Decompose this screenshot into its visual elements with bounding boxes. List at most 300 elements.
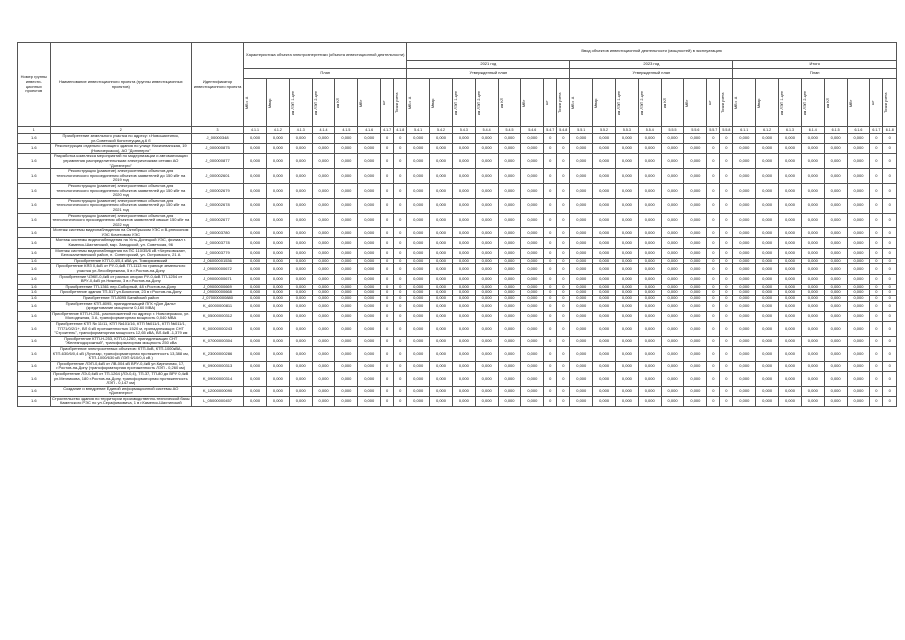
value-cell: 0,000 bbox=[593, 154, 616, 169]
value-cell: 0 bbox=[720, 198, 733, 213]
project-id-cell: J_09000000668 bbox=[191, 290, 243, 296]
value-cell: 0,000 bbox=[570, 361, 593, 371]
value-cell: 0 bbox=[883, 198, 897, 213]
investment-table bbox=[17, 42, 897, 407]
value-cell: 0,000 bbox=[335, 264, 358, 274]
value-cell: 0,000 bbox=[266, 134, 289, 144]
value-cell: 0 bbox=[557, 301, 570, 311]
value-cell: 0,000 bbox=[570, 144, 593, 154]
value-cell: 0,000 bbox=[407, 274, 430, 284]
value-cell: 0,000 bbox=[593, 371, 616, 386]
value-cell: 0 bbox=[381, 274, 394, 284]
column-number: 4.1.1 bbox=[244, 127, 267, 134]
value-cell: 0,000 bbox=[312, 169, 335, 184]
value-cell: 0,000 bbox=[358, 284, 381, 290]
unit-label: км КЛ bbox=[499, 97, 504, 108]
value-cell: 0 bbox=[544, 290, 557, 296]
value-cell: 0,000 bbox=[244, 321, 267, 336]
group-cell: 1.6 bbox=[18, 311, 51, 321]
project-name-cell: Приобретение КТП-Н-253, КТП-0,1260, принадлежащих СНТ "Железнодорожный", трансформаторная мощность 250 кВа bbox=[50, 336, 191, 346]
value-cell: 0 bbox=[870, 274, 883, 284]
value-cell: 0,000 bbox=[266, 144, 289, 154]
value-cell: 0,000 bbox=[289, 296, 312, 302]
value-cell: 0,000 bbox=[615, 386, 638, 396]
value-cell: 0,000 bbox=[801, 144, 824, 154]
value-cell: 0,000 bbox=[475, 290, 498, 296]
value-cell: 0,000 bbox=[266, 296, 289, 302]
value-cell: 0,000 bbox=[312, 198, 335, 213]
value-cell: 0 bbox=[707, 258, 720, 264]
value-cell: 0,000 bbox=[244, 264, 267, 274]
project-id-cell: J_070000000880 bbox=[191, 296, 243, 302]
value-cell: 0,000 bbox=[615, 198, 638, 213]
value-cell: 0,000 bbox=[244, 238, 267, 248]
value-cell: 0 bbox=[707, 144, 720, 154]
value-cell: 0,000 bbox=[430, 228, 453, 238]
value-cell: 0 bbox=[394, 361, 407, 371]
value-cell: 0 bbox=[557, 290, 570, 296]
unit-header bbox=[638, 79, 661, 127]
value-cell: 0 bbox=[557, 198, 570, 213]
value-cell: 0,000 bbox=[335, 386, 358, 396]
value-cell: 0,000 bbox=[824, 264, 847, 274]
column-number: 4.1.7 bbox=[381, 127, 394, 134]
value-cell: 0,000 bbox=[756, 228, 779, 238]
value-cell: 0 bbox=[883, 144, 897, 154]
value-cell: 0 bbox=[394, 198, 407, 213]
value-cell: 0,000 bbox=[733, 154, 756, 169]
project-name-cell: Приобретение ЧЭКЕ-0,4кВ от разных опорах РУ-0,4кВ ТП-1254 от ВРУ-0,4кВ ул.Нижняя, 3 в г.Ростов-на-Дону bbox=[50, 274, 191, 284]
value-cell: 0,000 bbox=[824, 290, 847, 296]
value-cell: 0 bbox=[381, 169, 394, 184]
header-total: Итого bbox=[733, 61, 897, 69]
value-cell: 0,000 bbox=[570, 386, 593, 396]
value-cell: 0,000 bbox=[684, 228, 707, 238]
value-cell: 0 bbox=[720, 371, 733, 386]
value-cell: 0,000 bbox=[358, 169, 381, 184]
value-cell: 0 bbox=[544, 213, 557, 228]
value-cell: 0 bbox=[381, 371, 394, 386]
value-cell: 0,000 bbox=[244, 258, 267, 264]
project-id-cell: K_40000000811 bbox=[191, 301, 243, 311]
column-number: 4.1.5 bbox=[335, 127, 358, 134]
project-id-cell: K_09000000313 bbox=[191, 361, 243, 371]
value-cell: 0,000 bbox=[847, 371, 870, 386]
value-cell: 0 bbox=[707, 371, 720, 386]
value-cell: 0 bbox=[870, 169, 883, 184]
project-name-cell: Приобретение ТП-8095 Батайский район bbox=[50, 296, 191, 302]
value-cell: 0,000 bbox=[289, 154, 312, 169]
value-cell: 0,000 bbox=[779, 258, 802, 264]
value-cell: 0,000 bbox=[661, 396, 684, 406]
value-cell: 0,000 bbox=[335, 396, 358, 406]
column-number: 6.1.6 bbox=[847, 127, 870, 134]
value-cell: 0,000 bbox=[779, 371, 802, 386]
value-cell: 0,000 bbox=[733, 311, 756, 321]
project-id-cell: J_000003778 bbox=[191, 238, 243, 248]
value-cell: 0 bbox=[544, 284, 557, 290]
value-cell: 0,000 bbox=[430, 169, 453, 184]
table-row bbox=[18, 169, 897, 184]
value-cell: 0 bbox=[707, 248, 720, 258]
value-cell: 0,000 bbox=[684, 238, 707, 248]
value-cell: 0,000 bbox=[684, 183, 707, 198]
value-cell: 0,000 bbox=[430, 290, 453, 296]
value-cell: 0,000 bbox=[521, 169, 544, 184]
value-cell: 0 bbox=[557, 396, 570, 406]
value-cell: 0 bbox=[544, 301, 557, 311]
table-row bbox=[18, 198, 897, 213]
value-cell: 0,000 bbox=[684, 248, 707, 258]
value-cell: 0 bbox=[544, 248, 557, 258]
value-cell: 0,000 bbox=[638, 361, 661, 371]
value-cell: 0,000 bbox=[266, 371, 289, 386]
value-cell: 0 bbox=[883, 274, 897, 284]
value-cell: 0,000 bbox=[430, 264, 453, 274]
value-cell: 0,000 bbox=[289, 371, 312, 386]
value-cell: 0,000 bbox=[661, 248, 684, 258]
value-cell: 0 bbox=[381, 228, 394, 238]
unit-label: Мвар bbox=[594, 97, 599, 108]
value-cell: 0 bbox=[870, 301, 883, 311]
value-cell: 0,000 bbox=[756, 248, 779, 258]
value-cell: 0,000 bbox=[266, 154, 289, 169]
value-cell: 0,000 bbox=[335, 321, 358, 336]
value-cell: 0,000 bbox=[661, 238, 684, 248]
value-cell: 0,000 bbox=[847, 284, 870, 290]
value-cell: 0,000 bbox=[684, 258, 707, 264]
value-cell: 0,000 bbox=[312, 248, 335, 258]
project-name-cell: Создание и внедрение Единой информационной системы АО «Донэнерго» bbox=[50, 386, 191, 396]
value-cell: 0,000 bbox=[335, 198, 358, 213]
value-cell: 0,000 bbox=[801, 264, 824, 274]
value-cell: 0,000 bbox=[335, 144, 358, 154]
value-cell: 0 bbox=[707, 274, 720, 284]
value-cell: 0,000 bbox=[312, 396, 335, 406]
group-cell: 1.6 bbox=[18, 301, 51, 311]
value-cell: 0 bbox=[557, 284, 570, 290]
header-year-2021: 2021 год bbox=[407, 61, 570, 69]
value-cell: 0,000 bbox=[312, 284, 335, 290]
value-cell: 0 bbox=[394, 386, 407, 396]
value-cell: 0,000 bbox=[452, 290, 475, 296]
unit-header bbox=[452, 79, 475, 127]
value-cell: 0 bbox=[870, 284, 883, 290]
value-cell: 0 bbox=[883, 284, 897, 290]
unit-label: км ЛЭП 2-цеп bbox=[639, 90, 644, 115]
value-cell: 0,000 bbox=[430, 258, 453, 264]
value-cell: 0,000 bbox=[615, 361, 638, 371]
value-cell: 0,000 bbox=[266, 248, 289, 258]
value-cell: 0,000 bbox=[756, 321, 779, 336]
value-cell: 0,000 bbox=[847, 301, 870, 311]
value-cell: 0,000 bbox=[593, 264, 616, 274]
value-cell: 0 bbox=[707, 321, 720, 336]
value-cell: 0 bbox=[707, 183, 720, 198]
value-cell: 0,000 bbox=[498, 386, 521, 396]
value-cell: 0,000 bbox=[521, 296, 544, 302]
value-cell: 0 bbox=[557, 346, 570, 361]
unit-header bbox=[756, 79, 779, 127]
value-cell: 0,000 bbox=[452, 371, 475, 386]
value-cell: 0,000 bbox=[593, 238, 616, 248]
value-cell: 0 bbox=[707, 346, 720, 361]
value-cell: 0 bbox=[720, 258, 733, 264]
value-cell: 0,000 bbox=[521, 371, 544, 386]
column-number: 5.4.8 bbox=[557, 127, 570, 134]
value-cell: 0,000 bbox=[733, 198, 756, 213]
column-number: 5.5.8 bbox=[720, 127, 733, 134]
value-cell: 0,000 bbox=[570, 336, 593, 346]
value-cell: 0,000 bbox=[244, 396, 267, 406]
value-cell: 0,000 bbox=[452, 284, 475, 290]
value-cell: 0,000 bbox=[521, 290, 544, 296]
column-number: 5.5.1 bbox=[570, 127, 593, 134]
value-cell: 0,000 bbox=[661, 258, 684, 264]
value-cell: 0,000 bbox=[452, 248, 475, 258]
value-cell: 0,000 bbox=[593, 183, 616, 198]
value-cell: 0 bbox=[394, 371, 407, 386]
unit-header bbox=[498, 79, 521, 127]
unit-label: км ЛЭП 2-цеп bbox=[313, 90, 318, 115]
value-cell: 0 bbox=[557, 321, 570, 336]
value-cell: 0,000 bbox=[335, 238, 358, 248]
value-cell: 0,000 bbox=[733, 301, 756, 311]
table-row bbox=[18, 144, 897, 154]
value-cell: 0,000 bbox=[593, 284, 616, 290]
column-number: 5.4.6 bbox=[521, 127, 544, 134]
value-cell: 0,000 bbox=[733, 264, 756, 274]
unit-header bbox=[733, 79, 756, 127]
project-name-cell: Монтаж системы видеонаблюдения на Усть-Донецкой УЭС, филиал г. Каменск-Шахтинский, мкр. Заводской, ул. Советская, 96 bbox=[50, 238, 191, 248]
value-cell: 0,000 bbox=[801, 386, 824, 396]
table-row bbox=[18, 321, 897, 336]
value-cell: 0,000 bbox=[779, 296, 802, 302]
value-cell: 0,000 bbox=[358, 361, 381, 371]
value-cell: 0,000 bbox=[244, 213, 267, 228]
value-cell: 0,000 bbox=[244, 311, 267, 321]
value-cell: 0,000 bbox=[521, 198, 544, 213]
unit-label: МВт bbox=[685, 98, 690, 107]
value-cell: 0,000 bbox=[801, 361, 824, 371]
value-cell: 0,000 bbox=[684, 169, 707, 184]
value-cell: 0,000 bbox=[407, 154, 430, 169]
group-cell: 1.6 bbox=[18, 134, 51, 144]
value-cell: 0,000 bbox=[407, 346, 430, 361]
project-name-cell: Приобретение КЯЗ 0,4кВ от РУ-0,4кВ ТП-1113 по границе земельного участка ул.Лесобережная, 5 в г.Ростов-на-Дону bbox=[50, 264, 191, 274]
header-plan: План bbox=[244, 69, 407, 79]
value-cell: 0,000 bbox=[684, 144, 707, 154]
value-cell: 0,000 bbox=[521, 336, 544, 346]
value-cell: 0,000 bbox=[593, 321, 616, 336]
value-cell: 0,000 bbox=[358, 154, 381, 169]
value-cell: 0,000 bbox=[779, 301, 802, 311]
unit-label: км ЛЭП 1-цеп bbox=[780, 90, 785, 115]
value-cell: 0 bbox=[883, 296, 897, 302]
column-number: 2 bbox=[50, 127, 191, 134]
value-cell: 0,000 bbox=[407, 336, 430, 346]
value-cell: 0,000 bbox=[824, 238, 847, 248]
group-cell: 1.6 bbox=[18, 264, 51, 274]
value-cell: 0,000 bbox=[593, 336, 616, 346]
unit-header bbox=[883, 79, 897, 127]
project-name-cell: Приобретение ТП-1361 пер.Соборный, 48 г.Ростов-на-Дону bbox=[50, 284, 191, 290]
column-number: 6.1.5 bbox=[824, 127, 847, 134]
value-cell: 0,000 bbox=[407, 238, 430, 248]
value-cell: 0,000 bbox=[733, 144, 756, 154]
value-cell: 0,000 bbox=[779, 144, 802, 154]
value-cell: 0,000 bbox=[244, 336, 267, 346]
value-cell: 0 bbox=[883, 361, 897, 371]
value-cell: 0,000 bbox=[661, 264, 684, 274]
value-cell: 0 bbox=[720, 361, 733, 371]
value-cell: 0 bbox=[707, 296, 720, 302]
value-cell: 0,000 bbox=[407, 183, 430, 198]
value-cell: 0 bbox=[394, 336, 407, 346]
value-cell: 0,000 bbox=[733, 134, 756, 144]
value-cell: 0,000 bbox=[312, 361, 335, 371]
project-id-cell: J_09000000672 bbox=[191, 264, 243, 274]
value-cell: 0,000 bbox=[615, 274, 638, 284]
column-number: 4.1.3 bbox=[289, 127, 312, 134]
value-cell: 0,000 bbox=[570, 290, 593, 296]
unit-header bbox=[244, 79, 267, 127]
value-cell: 0,000 bbox=[244, 290, 267, 296]
value-cell: 0,000 bbox=[266, 198, 289, 213]
value-cell: 0,000 bbox=[312, 290, 335, 296]
value-cell: 0 bbox=[381, 290, 394, 296]
value-cell: 0,000 bbox=[801, 258, 824, 264]
value-cell: 0 bbox=[707, 396, 720, 406]
value-cell: 0,000 bbox=[266, 311, 289, 321]
value-cell: 0,000 bbox=[312, 321, 335, 336]
value-cell: 0,000 bbox=[498, 274, 521, 284]
value-cell: 0,000 bbox=[358, 264, 381, 274]
value-cell: 0,000 bbox=[407, 290, 430, 296]
column-number: 6.1.3 bbox=[779, 127, 802, 134]
unit-header bbox=[289, 79, 312, 127]
value-cell: 0,000 bbox=[358, 144, 381, 154]
header-approved-plan-2021: Утвержденный план bbox=[407, 69, 570, 79]
value-cell: 0,000 bbox=[801, 284, 824, 290]
value-cell: 0,000 bbox=[661, 386, 684, 396]
value-cell: 0,000 bbox=[733, 371, 756, 386]
value-cell: 0,000 bbox=[638, 264, 661, 274]
project-id-cell: K_23000000286 bbox=[191, 346, 243, 361]
unit-label: Мвар bbox=[267, 97, 272, 108]
value-cell: 0,000 bbox=[521, 361, 544, 371]
column-number: 5.4.3 bbox=[452, 127, 475, 134]
value-cell: 0,000 bbox=[638, 284, 661, 290]
unit-label: МВт bbox=[359, 98, 364, 107]
value-cell: 0,000 bbox=[593, 213, 616, 228]
value-cell: 0,000 bbox=[289, 169, 312, 184]
value-cell: 0,000 bbox=[312, 144, 335, 154]
table-row bbox=[18, 238, 897, 248]
value-cell: 0,000 bbox=[498, 321, 521, 336]
value-cell: 0,000 bbox=[498, 248, 521, 258]
project-id-cell: J_000000877 bbox=[191, 154, 243, 169]
value-cell: 0,000 bbox=[335, 274, 358, 284]
value-cell: 0,000 bbox=[266, 321, 289, 336]
value-cell: 0,000 bbox=[593, 296, 616, 302]
unit-header bbox=[544, 79, 557, 127]
table-row bbox=[18, 346, 897, 361]
value-cell: 0,000 bbox=[684, 290, 707, 296]
value-cell: 0 bbox=[381, 144, 394, 154]
value-cell: 0,000 bbox=[244, 228, 267, 238]
header-group-number: Номер группы инвести-ционных проектов bbox=[18, 43, 51, 127]
value-cell: 0,000 bbox=[407, 371, 430, 386]
value-cell: 0,000 bbox=[684, 301, 707, 311]
value-cell: 0 bbox=[544, 183, 557, 198]
value-cell: 0,000 bbox=[756, 213, 779, 228]
column-number: 5.5.6 bbox=[684, 127, 707, 134]
value-cell: 0,000 bbox=[521, 154, 544, 169]
column-number: 6.1.4 bbox=[801, 127, 824, 134]
value-cell: 0 bbox=[394, 134, 407, 144]
unit-label: км КЛ bbox=[336, 97, 341, 108]
value-cell: 0 bbox=[394, 213, 407, 228]
value-cell: 0 bbox=[720, 248, 733, 258]
header-characteristics: Характеристика объекта электроэнергетики (объекта инвестиционной деятельности) bbox=[244, 43, 407, 69]
value-cell: 0,000 bbox=[847, 396, 870, 406]
value-cell: 0,000 bbox=[475, 361, 498, 371]
value-cell: 0 bbox=[883, 336, 897, 346]
value-cell: 0,000 bbox=[266, 274, 289, 284]
value-cell: 0,000 bbox=[801, 228, 824, 238]
value-cell: 0,000 bbox=[593, 258, 616, 264]
value-cell: 0 bbox=[707, 228, 720, 238]
header-approved-plan-2023: Утвержденный план bbox=[570, 69, 733, 79]
unit-label: шт bbox=[708, 100, 713, 105]
value-cell: 0,000 bbox=[847, 238, 870, 248]
value-cell: 0,000 bbox=[661, 371, 684, 386]
value-cell: 0,000 bbox=[312, 301, 335, 311]
value-cell: 0,000 bbox=[824, 198, 847, 213]
value-cell: 0 bbox=[883, 396, 897, 406]
value-cell: 0,000 bbox=[430, 274, 453, 284]
value-cell: 0,000 bbox=[358, 321, 381, 336]
value-cell: 0,000 bbox=[475, 183, 498, 198]
value-cell: 0,000 bbox=[570, 183, 593, 198]
value-cell: 0 bbox=[557, 154, 570, 169]
value-cell: 0,000 bbox=[661, 321, 684, 336]
value-cell: 0 bbox=[381, 301, 394, 311]
value-cell: 0 bbox=[557, 264, 570, 274]
value-cell: 0,000 bbox=[452, 134, 475, 144]
value-cell: 0 bbox=[883, 346, 897, 361]
value-cell: 0,000 bbox=[266, 264, 289, 274]
table-row bbox=[18, 371, 897, 386]
group-cell: 1.6 bbox=[18, 228, 51, 238]
value-cell: 0,000 bbox=[475, 301, 498, 311]
project-name-cell: Приобретение КТП № 11/11, КТП №101/16, КТП №011/1, КТП №011/1, ТП71/0/2/1+, ВЛ 6 кВ протяженностью 1520 м, принадлежащих СНТ "Строитель", трансформаторная мощность 12,65 кВА, ВЛ-6кВ -1,379 км bbox=[50, 321, 191, 336]
unit-header bbox=[661, 79, 684, 127]
value-cell: 0,000 bbox=[452, 274, 475, 284]
unit-header bbox=[615, 79, 638, 127]
project-name-cell: Реконструкция (развитие) электросетевых объектов для технологического присоединения объектов заявителей до 150 кВт на 2019 год bbox=[50, 169, 191, 184]
value-cell: 0,000 bbox=[358, 258, 381, 264]
value-cell: 0,000 bbox=[847, 361, 870, 371]
value-cell: 0,000 bbox=[756, 264, 779, 274]
value-cell: 0,000 bbox=[570, 198, 593, 213]
value-cell: 0 bbox=[381, 154, 394, 169]
table-row bbox=[18, 386, 897, 396]
project-id-cell: L_05000000457 bbox=[191, 396, 243, 406]
value-cell: 0 bbox=[544, 144, 557, 154]
value-cell: 0,000 bbox=[358, 371, 381, 386]
